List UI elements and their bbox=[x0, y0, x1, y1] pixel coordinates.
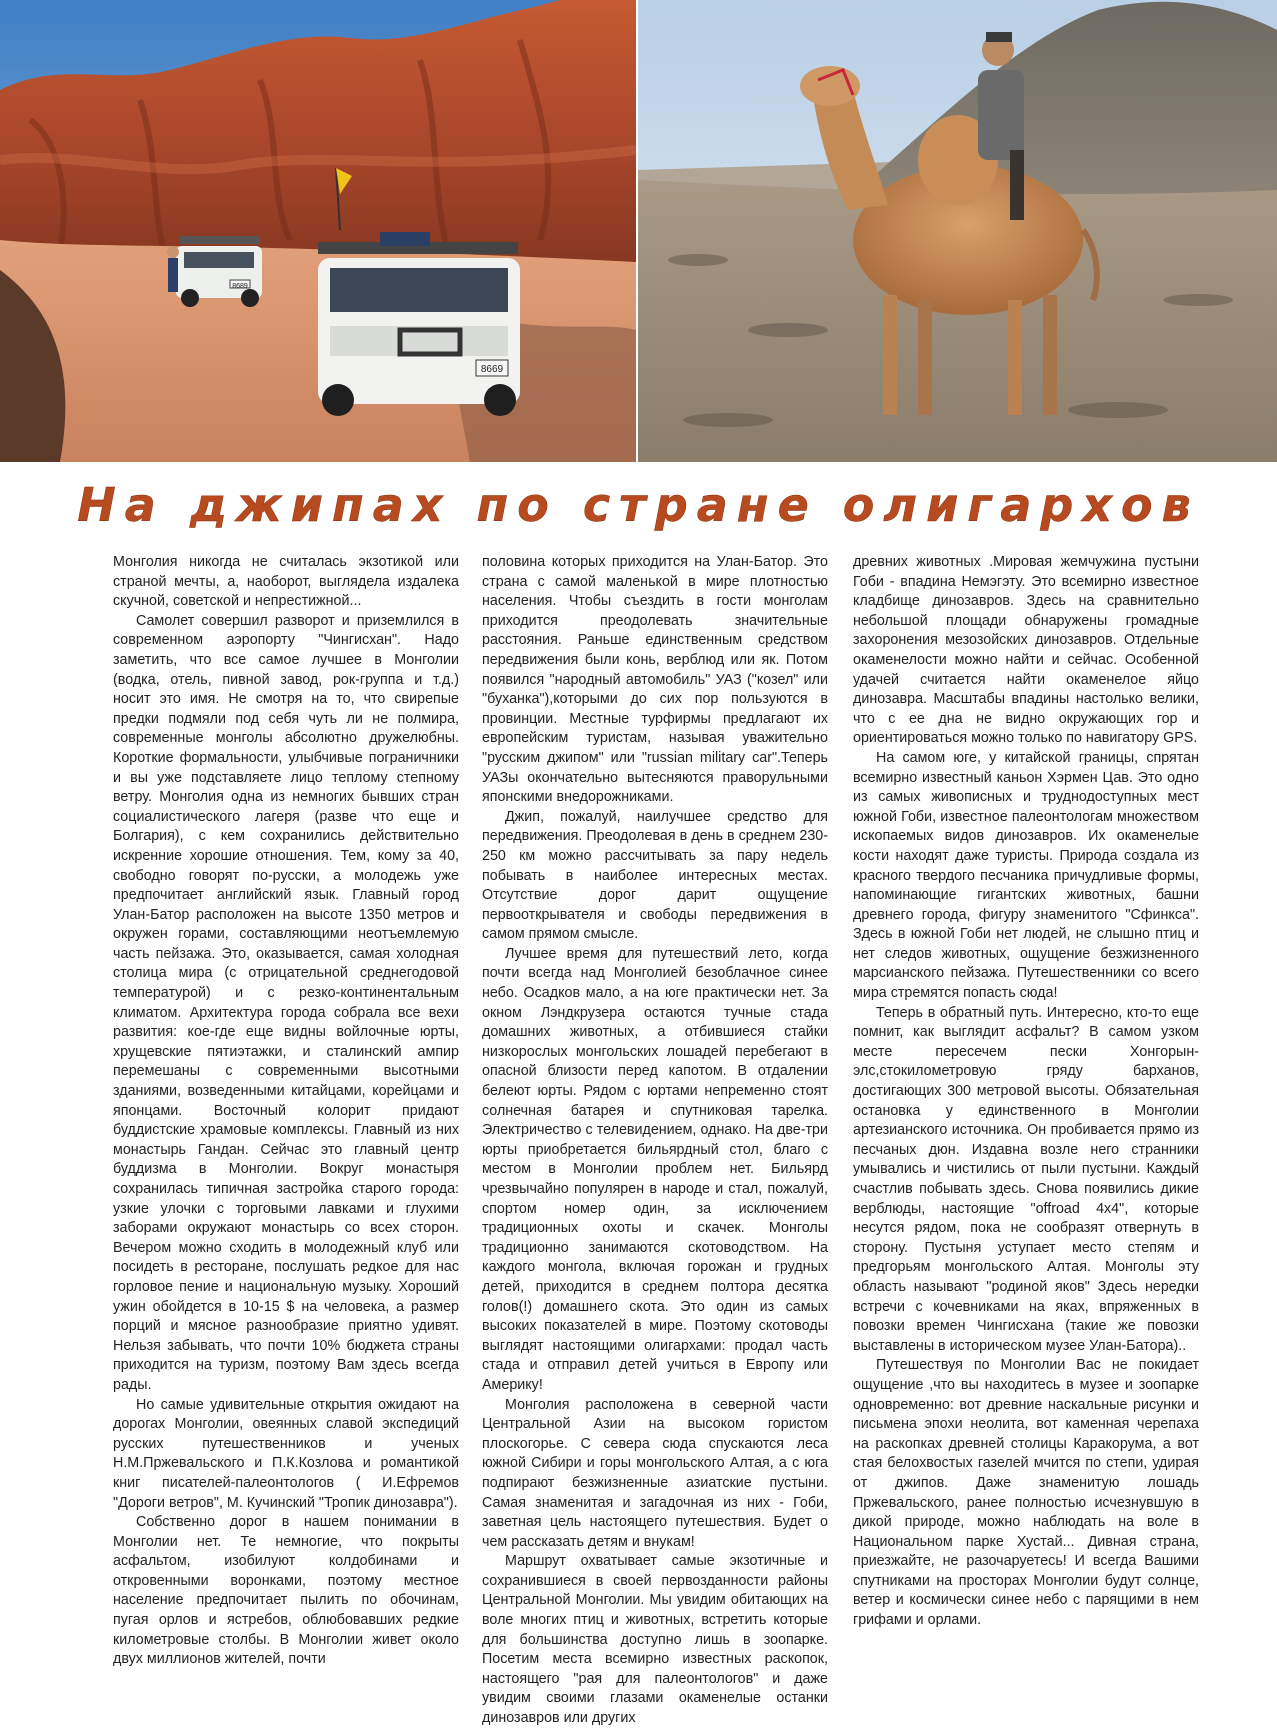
text-column-3 bbox=[853, 553, 1199, 1631]
paragraph: Путешествуя по Монголии Вас не покидает ощущение ,что вы находитесь в музее и зоопарке одновременно: вот древние наскальные рисунки и письмена эпохи неолита, вот каменная черепаха на раскопках древней столицы Каракорума, а вот стая белохвостых газелей мчится по степи, удирая от джипов. Даже знаменитую лошадь Пржевальского, ранее полностью исчезнувшую в дикой природе, можно наблюдать на воле в Национальном парке Хустай... Дивная страна, приезжайте, не разочаруетесь! И всегда Вашими спутниками на просторах Монголии будут солнце, ветер и космически синее небо с парящими в нем грифами и орлами. bbox=[853, 1357, 1199, 1629]
text-column-1 bbox=[113, 553, 459, 1670]
camel-rider-illustration bbox=[638, 0, 1277, 462]
paragraph: половина которых приходится на Улан-Батор. Это страна с самой маленькой в мире плотностью населения. Чтобы съездить в гости монголам приходится преодолевать значительные расстояния. Раньше единственным средством передвижения были конь, верблюд или як. Потом появился "народный автомобиль" УАЗ ("козел" или "буханка"),которыми до сих пор пользуются в провинции. Местные турфирмы предлагают их европейским туристам, называя уважительно "русским джипом" или "russian military car".Теперь УАЗы окончательно вытесняются праворульными японскими внедорожниками. bbox=[482, 554, 828, 806]
paragraph: Джип, пожалуй, наилучшее средство для передвижения. Преодолевая в день в среднем 230-250 км можно рассчитывать за пару недель побывать в наиболее интересных местах. Отсутствие дорог дарит ощущение первооткрывателя и свободы передвижения в самом прямом смысле. bbox=[482, 808, 828, 943]
canyon-jeeps-illustration bbox=[0, 0, 636, 462]
camel-rider-photo bbox=[638, 0, 1277, 462]
paragraph: Монголия расположена в северной части Центральной Азии на высоком гористом плоскогорье. С севера сюда спускаются леса южной Сибири и горы монгольского Алтая, а с юга подпирают безжизненные азиатские пустыни. Самая знаменитая и загадочная из них - Гоби, заветная цель настоящего путешествия. Будет о чем рассказать детям и внукам! bbox=[482, 1396, 828, 1550]
paragraph: Маршрут охватывает самые экзотичные и сохранившиеся в своей первозданности районы Центральной Монголии. Мы увидим обитающих на воле многих птиц и животных, встретить которые для большинства доступно лишь в зоопарке. Посетим места всемирно известных раскопок, настоящего "рая для палеонтологов" и даже увидим своими глазами окаменелые останки динозавров или других bbox=[482, 1553, 828, 1727]
paragraph: Теперь в обратный путь. Интересно, кто-то еще помнит, как выглядит асфальт? В самом узком месте пересечем пески Хонгорын-элс,стокилометровую гряду барханов, достигающих 300 метровой высоты. Обязательная остановка у единственного в Монголии артезианского источника. Он пробивается прямо из песчаных дюн. Издавна возле него странники умывались и чистились от пыли пустыни. Каждый счастлив побывать здесь. Снова появились дикие верблюды, настоящие "offroad 4x4", которые несутся рядом, пока не сообразят отвернуть в сторону. Пустыня уступает место степям и предгорьям монгольского Алтая. Монголы эту область называют "родиной яков" Здесь нередки встречи с кочевниками на яках, впряженных в повозки времен Чингисхана (такие же повозки выставлены в историческом музее Улан-Батора).. bbox=[853, 1004, 1199, 1354]
canyon-jeeps-photo bbox=[0, 0, 636, 462]
paragraph: Самолет совершил разворот и приземлился в современном аэропорту "Чингисхан". Надо заметить, что все самое лучшее в Монголии (водка, отель, пивной завод, рок-группа и т.д.) носит это имя. Не смотря на то, что свирепые предки подмяли под себя чуть ли не полмира, современные монголы абсолютно дружелюбны. Короткие формальности, улыбчивые пограничники и вы уже подставляете лицо теплому степному ветру. Монголия одна из немногих бывших стран социалистического лагеря (разве что еще и Болгария), с кем сохранились действительно искренние хорошие отношения. Тем, кому за 40, свободно говорят по-русски, а молодежь уже предпочитает английский язык. Главный город Улан-Батор расположен на высоте 1350 метров и окружен горами, составляющими неотъемлемую часть пейзажа. Это, оказывается, самая холодная столица мира (с отрицательной среднегодовой температурой) и с резко-континентальным климатом. Архитектура города собрала все вехи развития: кое-где еще видны войлочные юрты, хрущевские пятиэтажки, и сталинский ампир перемешаны с современными высотными зданиями, возведенными китайцами, корейцами и японцами. Восточный колорит придают буддистские храмовые комплексы. Главный из них монастырь Гандан. Сейчас это главный центр буддизма в Монголии. Вокруг монастыря сохранилась типичная застройка старого города: узкие улочки с торговыми лавками и глухими заборами окружают монастырь со всех сторон. Вечером можно сходить в молодежный клуб или посидеть в ресторане, послушать редкое для нас горловое пение и национальную музыку. Хороший ужин обойдется в 10-15 $ на человека, а размер порций и мясное разнообразие приятно удивят. Нельзя забывать, что почти 10% бюджета страны приходится на туризм, поэтому Вам здесь всегда рады. bbox=[113, 612, 459, 1393]
front-jeep-plate: 8669 bbox=[480, 364, 504, 375]
paragraph: Но самые удивительные открытия ожидают на дорогах Монголии, овеянных славой экспедиций русских путешественников и ученых Н.М.Пржевальского и П.К.Козлова и романтикой книг писателей-палеонтологов ( И.Ефремов "Дороги ветров", М. Кучинский "Тропик динозавра"). bbox=[113, 1396, 459, 1511]
paragraph: Лучшее время для путешествий лето, когда почти всегда над Монголией безоблачное синее небо. Осадков мало, а на юге практически нет. За окном Лэндкрузера остаются тучные стада домашних животных, а отбившиеся стайки низкорослых монгольских лошадей перебегают в опасной близости перед капотом. В отдалении белеют юрты. Рядом с юртами непременно стоят солнечная батарея и спутниковая тарелка. Электричество с телевидением, однако. На две-три юрты приобретается бильярдный стол, благо с местом в Монголии проблем нет. Бильярд чрезвычайно популярен в народе и стал, пожалуй, спортом номер один, за исключением традиционных охоты и скачек. Монголы традиционно занимаются скотоводством. На каждого монгола, включая горожан и грудных детей, приходится в среднем полтора десятка голов(!) домашнего скота. Это один из самых высоких показателей в мире. Поэтому скотоводы выглядят настоящими олигархами: продал часть стада и отправил детей учиться в Европу или Америку! bbox=[482, 945, 828, 1393]
text-column-2 bbox=[482, 553, 828, 1729]
paragraph: Собственно дорог в нашем понимании в Монголии нет. Те немногие, что покрыты асфальтом, изобилуют колдобинами и откровенными воронками, поэтому местное население предпочитает пылить по обочинам, пугая орлов и ястребов, облюбовавших редкие километровые столбы. В Монголии живет около двух миллионов жителей, почти bbox=[113, 1514, 459, 1668]
paragraph: Монголия никогда не считалась экзотикой или страной мечты, а, наоборот, выглядела издалека скучной, советской и непрестижной... bbox=[113, 554, 459, 610]
paragraph: На самом юге, у китайской границы, спрятан всемирно известный каньон Хэрмен Цав. Это одно из самых живописных и труднодоступных мест южной Гоби, известное палеонтологам множеством ископаемых видов динозавров. Их окаменелые кости находят даже туристы. Природа создала из красного твердого песчаника причудливые формы, напоминающие гигантских животных, башни древнего города, фигуру знаменитого "Сфинкса". Здесь в южной Гоби нет людей, не слышно птиц и нет следов животных, ощущение безжизненного марсианского пейзажа. Путешественники со всего мира стремятся попасть сюда! bbox=[853, 749, 1199, 1002]
paragraph: древних животных .Мировая жемчужина пустыни Гоби - впадина Немэгэту. Это всемирно известное кладбище динозавров. Здесь на сравнительно небольшой площади обнаружены громадные захоронения мезозойских динозавров. Отдельные окаменелости можно найти и сейчас. Особенной удачей считается найти окаменелое яйцо динозавра. Масштабы впадины настолько велики, что с ее дна не видно окружающих гор и ориентироваться можно только по навигатору GPS. bbox=[853, 554, 1199, 747]
article-title: На джипах по стране олигархов bbox=[77, 478, 1200, 532]
rear-jeep-plate: 8689 bbox=[232, 283, 248, 290]
